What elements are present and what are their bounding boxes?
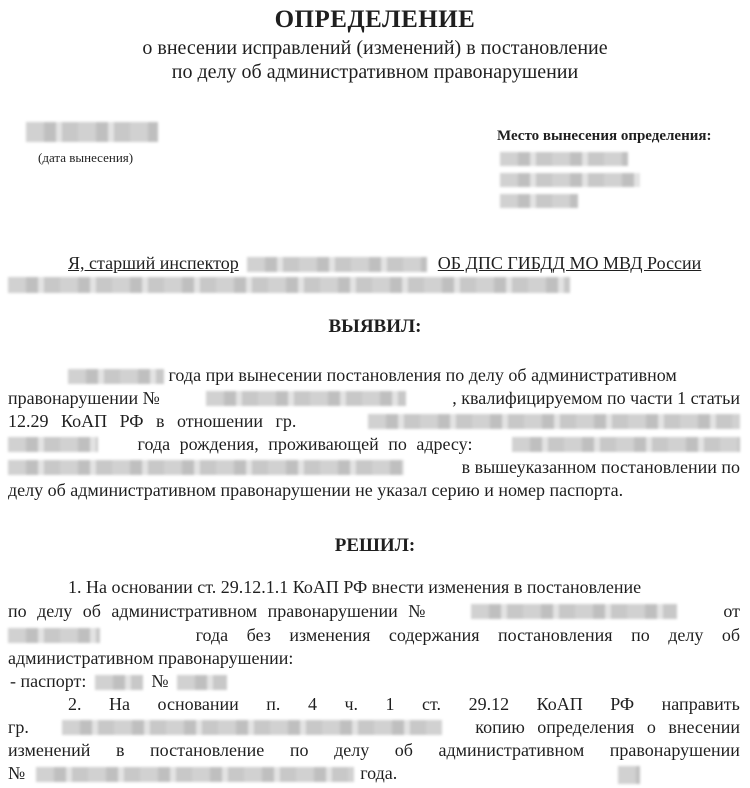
item1-text-4: года без изменения содержания постановления по делу об: [195, 625, 740, 645]
redacted-place-line2: [500, 173, 640, 187]
decided-item1-line2: [8, 600, 740, 623]
redacted-address-part1: [512, 437, 740, 452]
redacted-violation-date: [68, 369, 164, 384]
redacted-resolution-date: [8, 628, 100, 643]
section-found-heading: ВЫЯВИЛ:: [328, 316, 422, 337]
found-line2: [8, 387, 740, 410]
decided-item2-line2: [8, 716, 740, 739]
passport-label: - паспорт:: [10, 671, 87, 691]
item2-word: об: [394, 740, 413, 760]
item2-word: делу: [334, 740, 370, 760]
found-text-2: правонарушении №: [8, 388, 160, 408]
item2-word: 4: [307, 694, 317, 714]
found-text-6: в вышеуказанном постановлении по: [461, 457, 740, 477]
intro-officer-text: Я, старший инспектор: [68, 253, 239, 273]
place-label: Место вынесения определения:: [497, 128, 712, 144]
found-line4: [8, 433, 740, 456]
item2-text-gr: гр.: [8, 717, 29, 737]
found-line1: [8, 364, 740, 387]
item2-word: 1: [385, 694, 395, 714]
found-text-1: года при вынесении постановления по делу об административном: [168, 365, 677, 385]
item2-word: ст.: [422, 694, 442, 714]
item2-word: административном: [438, 740, 585, 760]
item2-word: 2.: [68, 694, 82, 714]
item1-text-3: от: [723, 601, 740, 621]
passport-line: [8, 670, 740, 693]
item2-word: 29.12: [468, 694, 510, 714]
decided-item1-line1: [8, 576, 740, 599]
document-title: ОПРЕДЕЛЕНИЕ: [274, 6, 476, 33]
item2-word: КоАП: [536, 694, 583, 714]
intro-line: [8, 252, 740, 275]
found-line5: [8, 456, 740, 479]
decided-item2-line1: [68, 693, 740, 716]
found-text-4: 12.29 КоАП РФ в отношении гр.: [8, 411, 297, 431]
redacted-passport-number: [177, 675, 227, 690]
redacted-department-detail: [8, 277, 570, 293]
found-text-3: , квалифицируемом по части 1 статьи: [452, 388, 740, 408]
passport-number-label: №: [151, 671, 169, 691]
found-line6: делу об административном правонарушении не указал серию и номер паспорта.: [8, 480, 624, 500]
item2-text-year: года.: [360, 763, 398, 783]
redacted-address-part2: [8, 460, 404, 475]
intro-department: ОБ ДПС ГИБДД МО МВД России: [437, 253, 702, 273]
item2-word: постановление: [150, 740, 265, 760]
date-label: (дата вынесения): [38, 150, 134, 165]
redacted-place-line1: [500, 152, 628, 166]
item1-text-2: по делу об административном правонарушении №: [8, 601, 426, 621]
item2-text-no: №: [8, 763, 26, 783]
decided-item1-line3: [8, 624, 740, 647]
item2-word: по: [289, 740, 309, 760]
item2-text-copy: копию определения о внесении: [475, 717, 740, 737]
redacted-place-line3: [500, 194, 578, 208]
item2-word: РФ: [610, 694, 635, 714]
found-text-5: года рождения, проживающей по адресу:: [137, 434, 473, 454]
redacted-resolution-reference: [36, 767, 354, 782]
redacted-citizen-name: [368, 414, 740, 429]
found-line3: [8, 410, 740, 433]
item2-word: направить: [661, 694, 740, 714]
redacted-mark: [618, 766, 640, 784]
redacted-date: [26, 122, 158, 142]
redacted-case-number: [206, 391, 406, 406]
item1-text-1: 1. На основании ст. 29.12.1.1 КоАП РФ внести изменения в постановление: [68, 577, 642, 597]
redacted-birth-date: [8, 437, 98, 452]
redacted-recipient-name: [62, 720, 442, 735]
document-subtitle-line2: по делу об административном правонарушении: [171, 61, 579, 83]
item2-word: п.: [266, 694, 281, 714]
redacted-resolution-number: [471, 604, 677, 619]
item2-word: На: [109, 694, 131, 714]
item2-word: основании: [157, 694, 239, 714]
item2-word: в: [115, 740, 125, 760]
decided-item2-line3: [8, 739, 740, 762]
section-decided-heading: РЕШИЛ:: [334, 535, 416, 556]
redacted-officer-name: [247, 257, 427, 272]
item2-word: изменений: [8, 740, 91, 760]
document-subtitle-line1: о внесении исправлений (изменений) в постановление: [142, 37, 608, 59]
redacted-passport-series: [95, 675, 143, 690]
item2-word: ч.: [344, 694, 359, 714]
item2-word: правонарушении: [609, 740, 740, 760]
decided-item1-line4: административном правонарушении:: [8, 648, 294, 668]
